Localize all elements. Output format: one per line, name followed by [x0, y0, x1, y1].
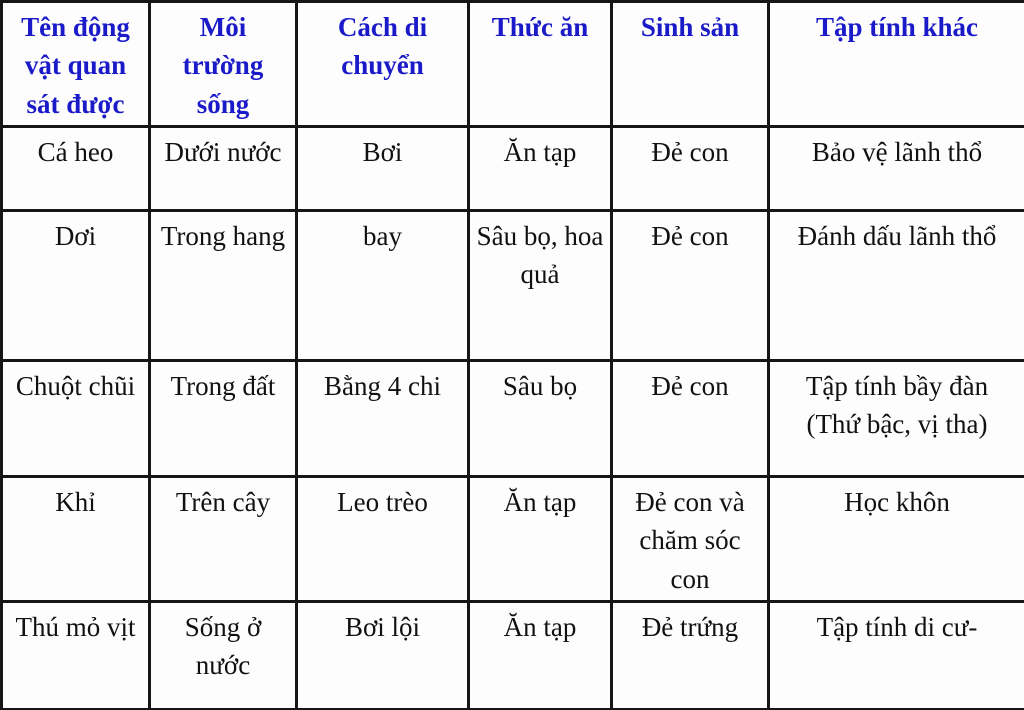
header-animal-name: Tên động vật quan sát được: [2, 2, 150, 127]
cell-reproduction: Đẻ con: [612, 210, 769, 360]
cell-food: Ăn tạp: [469, 601, 612, 709]
cell-other-behaviors: Tập tính bầy đàn (Thứ bậc, vị tha): [769, 360, 1024, 476]
header-reproduction: Sinh sản: [612, 2, 769, 127]
cell-reproduction: Đẻ trứng: [612, 601, 769, 709]
table-row-ca-heo: [2, 126, 1024, 210]
cell-habitat: Trên cây: [150, 476, 297, 601]
cell-other-behaviors: Bảo vệ lãnh thổ: [769, 126, 1024, 210]
cell-food: Ăn tạp: [469, 126, 612, 210]
cell-animal-name: Dơi: [2, 210, 150, 360]
table-row-thu-mo-vit: [2, 601, 1024, 709]
cell-movement: Bơi: [297, 126, 469, 210]
header-habitat: Môi trường sống: [150, 2, 297, 127]
cell-animal-name: Cá heo: [2, 126, 150, 210]
header-movement: Cách di chuyển: [297, 2, 469, 127]
cell-movement: Bơi lội: [297, 601, 469, 709]
cell-other-behaviors: Đánh dấu lãnh thổ: [769, 210, 1024, 360]
header-other-behaviors: Tập tính khác: [769, 2, 1024, 127]
header-food: Thức ăn: [469, 2, 612, 127]
cell-habitat: Trong hang: [150, 210, 297, 360]
cell-habitat: Sống ở nước: [150, 601, 297, 709]
header-row: [2, 2, 1024, 127]
cell-other-behaviors: Tập tính di cư-: [769, 601, 1024, 709]
cell-habitat: Dưới nước: [150, 126, 297, 210]
cell-animal-name: Thú mỏ vịt: [2, 601, 150, 709]
cell-reproduction: Đẻ con: [612, 360, 769, 476]
cell-movement: bay: [297, 210, 469, 360]
cell-movement: Bằng 4 chi: [297, 360, 469, 476]
cell-animal-name: Khỉ: [2, 476, 150, 601]
cell-habitat: Trong đất: [150, 360, 297, 476]
cell-reproduction: Đẻ con: [612, 126, 769, 210]
cell-animal-name: Chuột chũi: [2, 360, 150, 476]
table-row-doi: [2, 210, 1024, 360]
cell-food: Sâu bọ: [469, 360, 612, 476]
table-row-chuot-chui: [2, 360, 1024, 476]
cell-food: Sâu bọ, hoa quả: [469, 210, 612, 360]
cell-other-behaviors: Học khôn: [769, 476, 1024, 601]
table-row-khi: [2, 476, 1024, 601]
cell-food: Ăn tạp: [469, 476, 612, 601]
cell-movement: Leo trèo: [297, 476, 469, 601]
cell-reproduction: Đẻ con và chăm sóc con: [612, 476, 769, 601]
